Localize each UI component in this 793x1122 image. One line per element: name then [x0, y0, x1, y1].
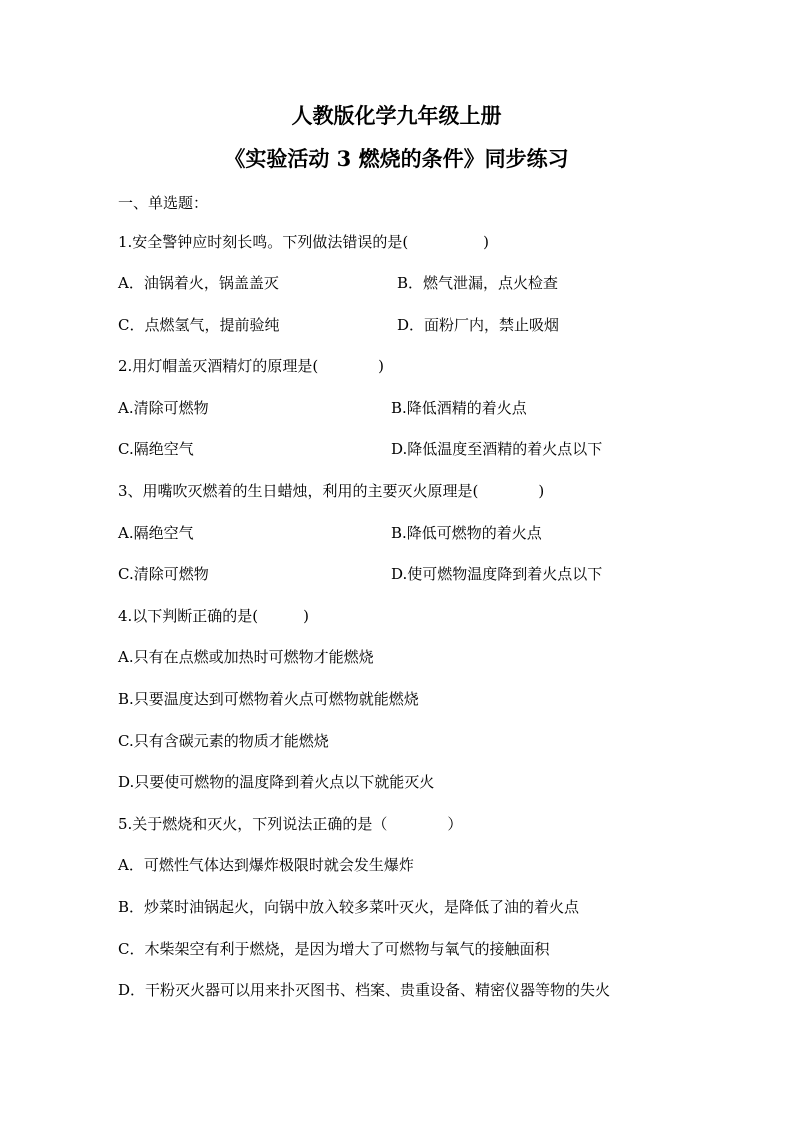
- section-heading: 一、单选题：: [118, 194, 209, 212]
- question-1-option-a: A．油锅着火，锅盖盖灭: [118, 274, 279, 292]
- document-subtitle: 《实验活动 3 燃烧的条件》同步练习: [224, 146, 569, 171]
- question-3-option-c: C.清除可燃物: [118, 565, 209, 583]
- question-2-option-c: C.隔绝空气: [118, 440, 194, 458]
- question-4-stem: 4.以下判断正确的是( ): [118, 607, 310, 625]
- question-5-option-a: A．可燃性气体达到爆炸极限时就会发生爆炸: [118, 856, 414, 874]
- question-1-stem: 1.安全警钟应时刻长鸣。下列做法错误的是( ): [118, 233, 490, 251]
- question-4-option-c: C.只有含碳元素的物质才能燃烧: [118, 732, 329, 750]
- question-4-option-a: A.只有在点燃或加热时可燃物才能燃烧: [118, 648, 374, 666]
- question-2-option-b: B.降低酒精的着火点: [391, 399, 527, 417]
- question-3-option-a: A.隔绝空气: [118, 524, 194, 542]
- question-2-stem: 2.用灯帽盖灭酒精灯的原理是( ): [118, 357, 385, 375]
- question-3-option-b: B.降低可燃物的着火点: [391, 524, 542, 542]
- question-1-option-c: C．点燃氢气，提前验纯: [118, 316, 280, 334]
- question-5-option-c: C．木柴架空有利于燃烧，是因为增大了可燃物与氧气的接触面积: [118, 940, 550, 958]
- question-5-option-b: B．炒菜时油锅起火，向锅中放入较多菜叶灭火，是降低了油的着火点: [118, 898, 580, 916]
- question-2-option-a: A.清除可燃物: [118, 399, 209, 417]
- question-4-option-b: B.只要温度达到可燃物着火点可燃物就能燃烧: [118, 690, 419, 708]
- question-1-option-b: B．燃气泄漏，点火检查: [397, 274, 559, 292]
- question-3-stem: 3、用嘴吹灭燃着的生日蜡烛，利用的主要灭火原理是( ): [118, 482, 545, 500]
- question-5-stem: 5.关于燃烧和灭火，下列说法正确的是（ ）: [118, 815, 463, 833]
- question-3-option-d: D.使可燃物温度降到着火点以下: [391, 565, 603, 583]
- question-2-option-d: D.降低温度至酒精的着火点以下: [391, 440, 603, 458]
- document-title: 人教版化学九年级上册: [291, 103, 502, 128]
- question-4-option-d: D.只要使可燃物的温度降到着火点以下就能灭火: [118, 773, 435, 791]
- question-5-option-d: D．干粉灭火器可以用来扑灭图书、档案、贵重设备、精密仪器等物的失火: [118, 981, 611, 999]
- question-1-option-d: D．面粉厂内，禁止吸烟: [397, 316, 560, 334]
